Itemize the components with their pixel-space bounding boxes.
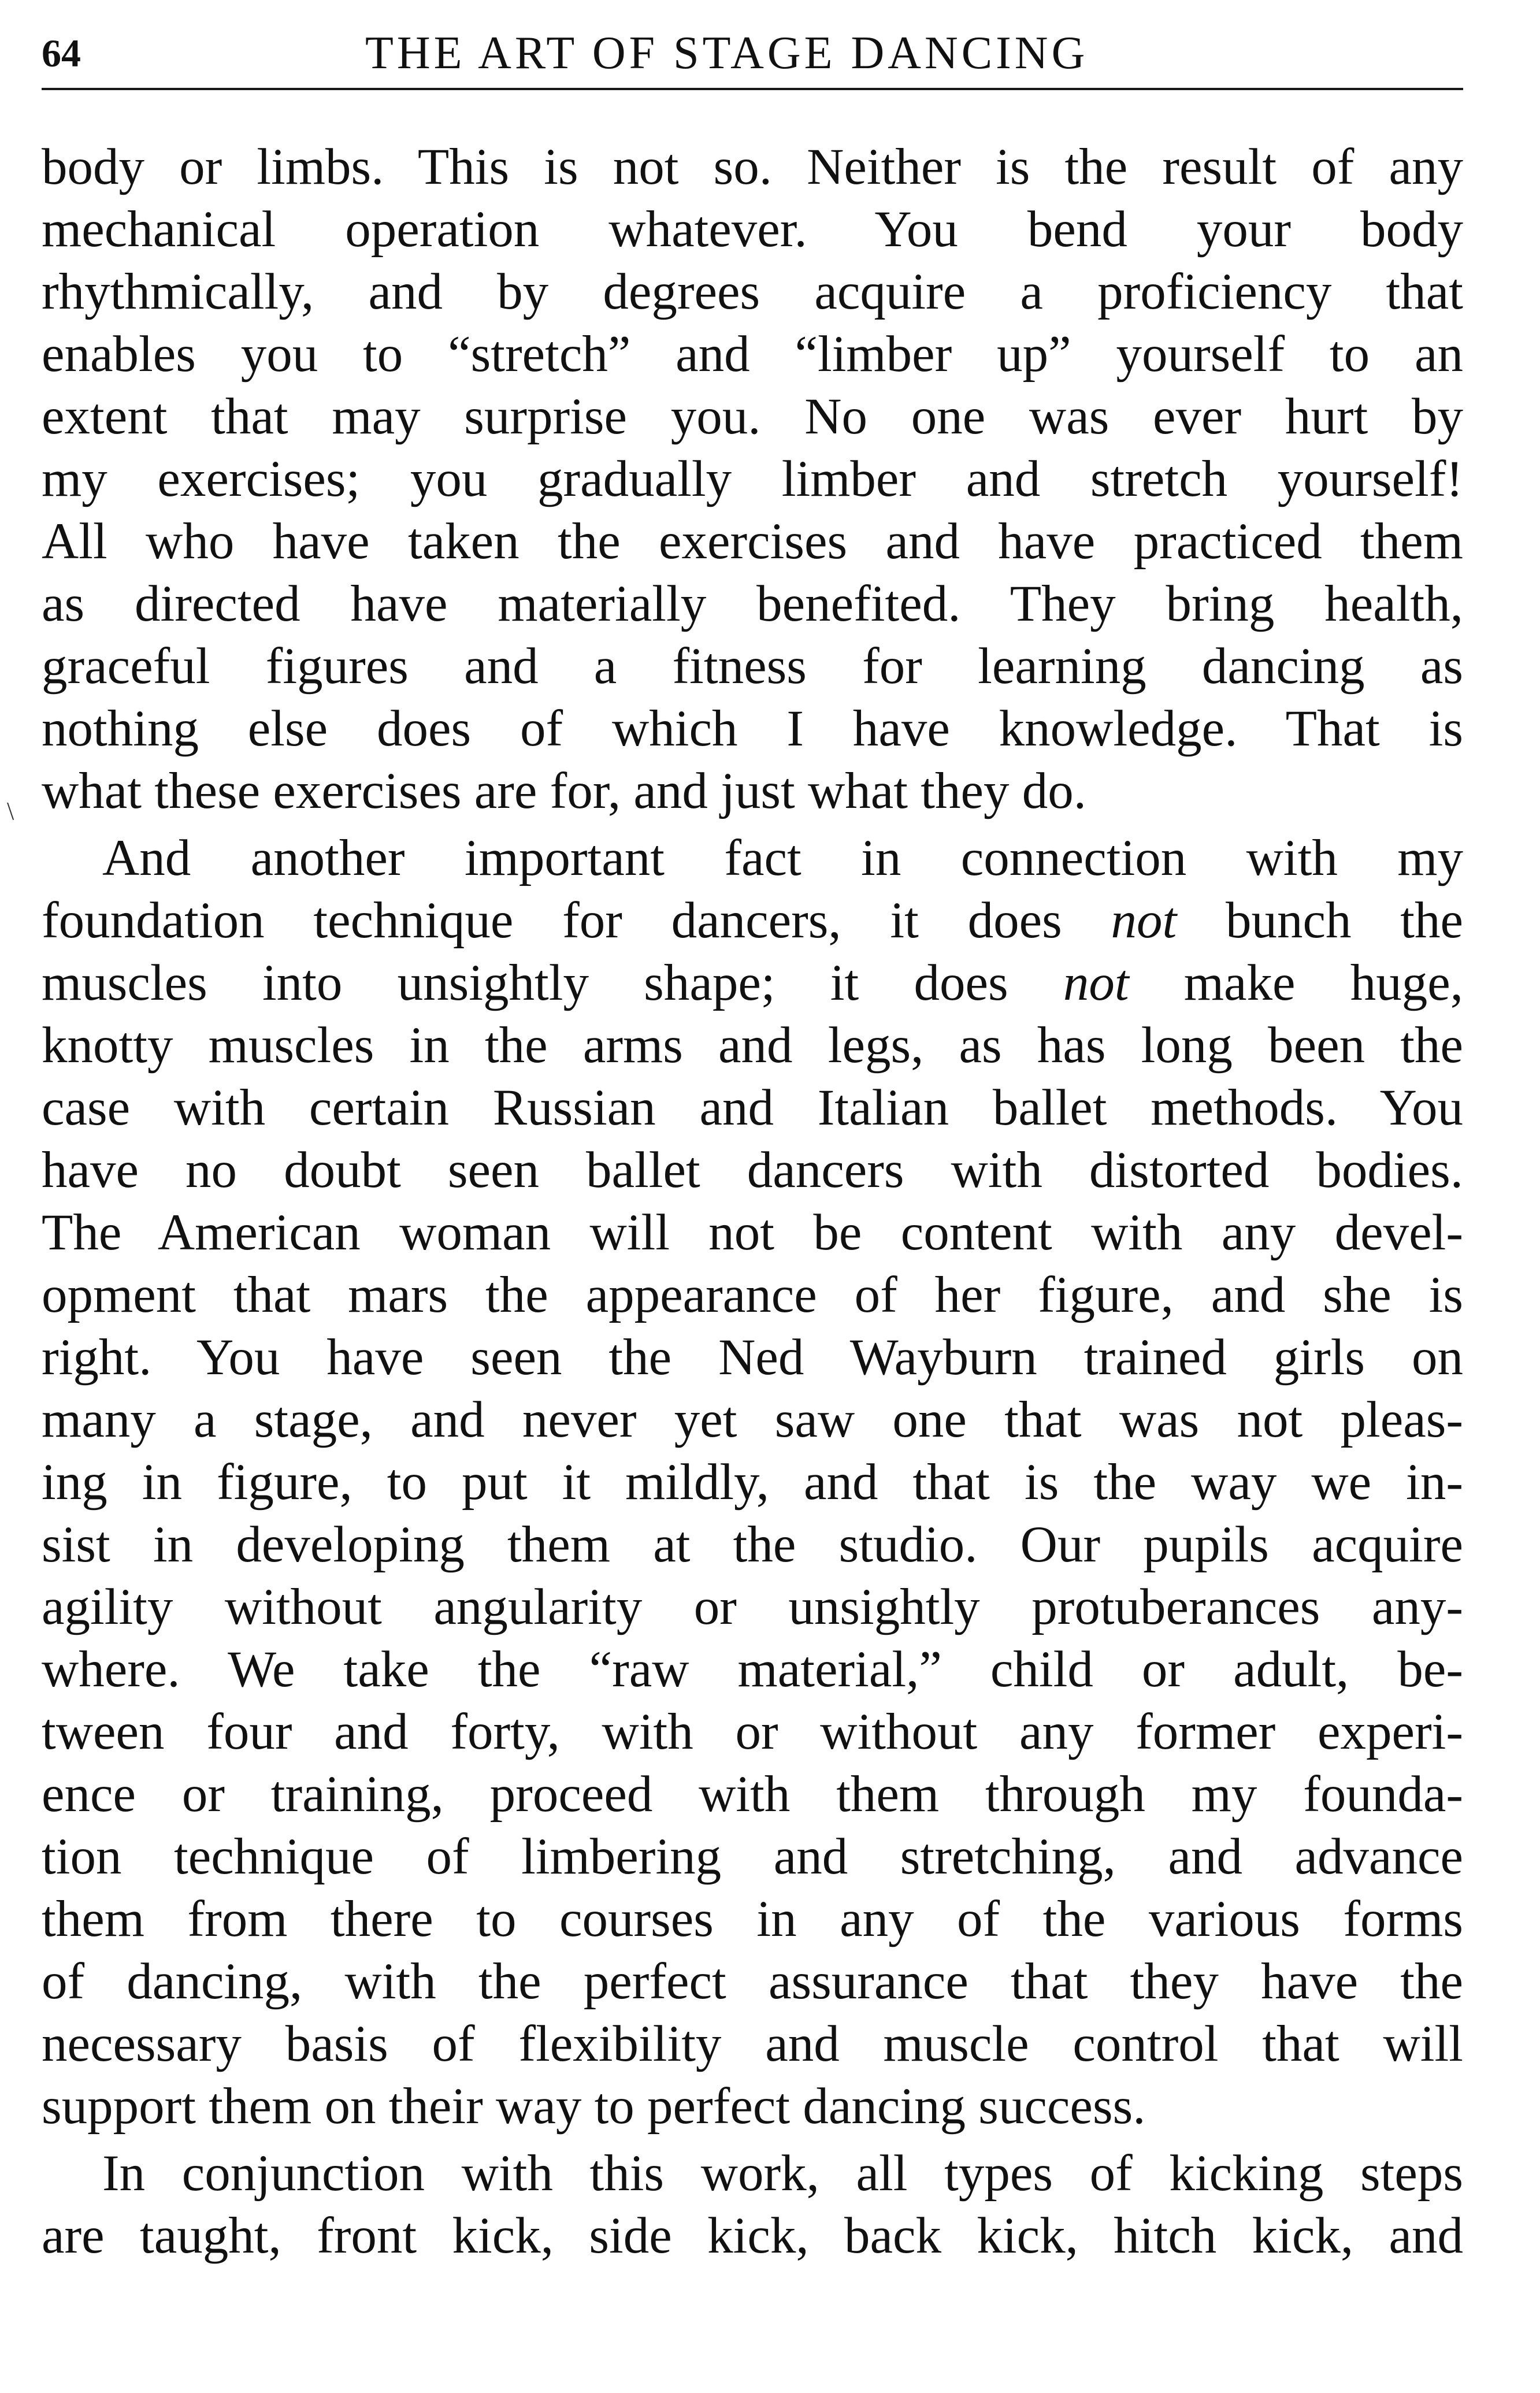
running-head bbox=[42, 22, 1463, 80]
text-line: enables you to “stretch” and “limber up” yourself to an bbox=[42, 326, 1463, 383]
paragraph-gap bbox=[42, 822, 1463, 827]
text-line: body or limbs. This is not so. Neither is the result of any bbox=[42, 139, 1463, 195]
text-line: them from there to courses in any of the various forms bbox=[42, 1891, 1463, 1947]
text-line: tween four and forty, with or without any former experi- bbox=[42, 1704, 1463, 1760]
text-line: ence or training, proceed with them through my founda- bbox=[42, 1766, 1463, 1823]
text-line: mechanical operation whatever. You bend your body bbox=[42, 201, 1463, 258]
text-line: ing in figure, to put it mildly, and that is the way we in- bbox=[42, 1454, 1463, 1511]
text-line: agility without angularity or unsightly protuberances any- bbox=[42, 1579, 1463, 1635]
paragraph-1 bbox=[42, 136, 1463, 822]
text-line: In conjunction with this work, all types of kicking steps bbox=[102, 2145, 1463, 2202]
text-line: my exercises; you gradually limber and stretch yourself! bbox=[42, 451, 1463, 507]
text-line: All who have taken the exercises and have practiced them bbox=[42, 513, 1463, 570]
text-line: support them on their way to perfect dancing success. bbox=[42, 2078, 1146, 2135]
paragraph-3 bbox=[42, 2142, 1463, 2267]
text-line: nothing else does of which I have knowledge. That is bbox=[42, 700, 1463, 757]
text-line: what these exercises are for, and just what they do. bbox=[42, 763, 1086, 819]
text-line: as directed have materially benefited. They bring health, bbox=[42, 576, 1463, 632]
text-line: graceful figures and a fitness for learning dancing as bbox=[42, 638, 1463, 695]
margin-mark: \ bbox=[7, 797, 14, 825]
text-line: necessary basis of flexibility and muscle control that will bbox=[42, 2016, 1463, 2072]
page-number: 64 bbox=[42, 31, 81, 75]
text-line: extent that may surprise you. No one was ever hurt by bbox=[42, 388, 1463, 445]
text-line: muscles into unsightly shape; it does not make huge, bbox=[42, 955, 1463, 1011]
paragraph-gap bbox=[42, 2138, 1463, 2142]
body-text bbox=[42, 136, 1463, 2267]
text-line: sist in developing them at the studio. Our pupils acquire bbox=[42, 1516, 1463, 1573]
header-rule bbox=[42, 88, 1463, 90]
text-line: of dancing, with the perfect assurance that they have the bbox=[42, 1953, 1463, 2010]
paragraph-2 bbox=[42, 827, 1463, 2138]
text-line: foundation technique for dancers, it does not bunch the bbox=[42, 892, 1464, 949]
text-line: The American woman will not be content with any devel- bbox=[42, 1204, 1463, 1261]
text-line: knotty muscles in the arms and legs, as has long been the bbox=[42, 1017, 1463, 1074]
text-line: And another important fact in connection with my bbox=[102, 830, 1463, 886]
text-line: many a stage, and never yet saw one that was not pleas- bbox=[42, 1392, 1463, 1448]
text-line: are taught, front kick, side kick, back kick, hitch kick, and bbox=[42, 2208, 1463, 2264]
running-title: THE ART OF STAGE DANCING bbox=[365, 28, 1089, 79]
text-line: where. We take the “raw material,” child or adult, be- bbox=[42, 1641, 1463, 1698]
text-line: right. You have seen the Ned Wayburn trained girls on bbox=[42, 1329, 1463, 1386]
text-line: have no doubt seen ballet dancers with distorted bodies. bbox=[42, 1142, 1463, 1199]
text-line: rhythmically, and by degrees acquire a proficiency that bbox=[42, 264, 1463, 320]
text-line: opment that mars the appearance of her figure, and she is bbox=[42, 1267, 1463, 1323]
text-line: case with certain Russian and Italian ballet methods. You bbox=[42, 1079, 1463, 1136]
text-line: tion technique of limbering and stretching, and advance bbox=[42, 1828, 1463, 1885]
